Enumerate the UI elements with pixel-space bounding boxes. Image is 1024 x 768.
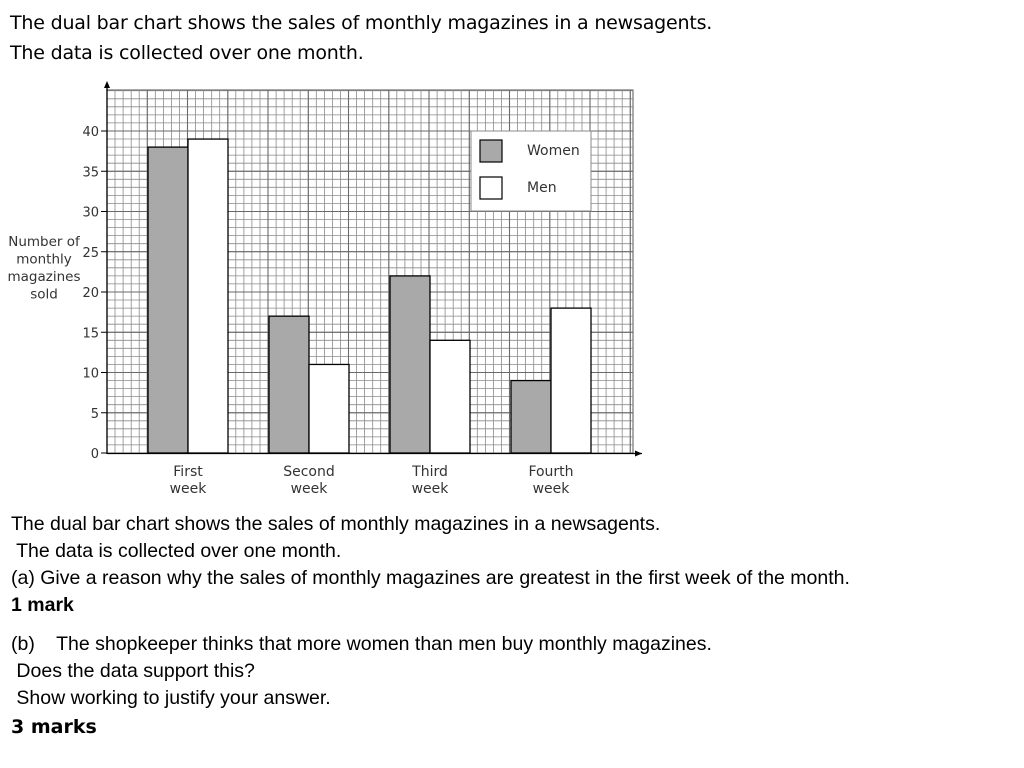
questions [11,511,850,742]
chart-legend [471,131,591,211]
x-category-label: First [173,464,203,480]
y-axis-label-line: Number of [8,234,80,250]
legend-swatch-women [480,140,502,162]
question-b-marks: 3 marks [11,716,97,738]
question-a-marks: 1 mark [11,594,74,616]
y-axis-label-line: monthly [16,251,72,268]
bar-women-2 [269,316,309,453]
bar-men-4 [551,308,591,453]
x-category-label: Second [283,464,335,480]
y-tick-label: 30 [82,205,99,221]
question-intro-2: The data is collected over one month. [11,540,342,562]
y-axis-label-line: sold [30,286,58,303]
question-b: (b) The shopkeeper thinks that more women than men buy monthly magazines. [11,633,712,655]
y-tick-label: 15 [82,326,99,342]
question-intro-1: The dual bar chart shows the sales of monthly magazines in a newsagents. [11,513,661,535]
question-b-line-2: Does the data support this? [11,660,255,682]
x-category-label: week [411,481,449,497]
legend-swatch-men [480,177,502,199]
bar-men-3 [430,340,470,453]
intro-line-1: The dual bar chart shows the sales of monthly magazines in a newsagents. [10,12,713,34]
y-tick-label: 25 [82,245,99,261]
bar-women-4 [511,381,551,453]
legend-label-men: Men [527,180,557,196]
x-category-label: week [532,481,570,497]
legend-label-women: Women [527,143,580,159]
y-tick-label: 5 [90,406,99,422]
y-tick-label: 35 [82,165,99,181]
bar-men-1 [188,139,228,453]
bar-men-2 [309,364,349,453]
question-a: (a) Give a reason why the sales of monthly magazines are greatest in the first week of the month. [11,567,850,589]
y-tick-label: 20 [82,286,99,301]
dual-bar-chart [0,75,680,505]
bar-women-1 [148,147,188,453]
x-category-label: Third [412,464,448,480]
y-tick-label: 0 [90,447,99,462]
y-axis-label-line: magazines [7,269,81,285]
y-axis-arrow [104,81,110,88]
intro-line-2: The data is collected over one month. [10,42,364,64]
y-tick-label: 10 [82,366,99,382]
question-b-line-3: Show working to justify your answer. [11,687,331,709]
x-category-label: week [169,481,207,497]
intro-text [10,8,712,68]
x-category-label: Fourth [528,464,574,480]
bar-women-3 [390,276,430,453]
y-tick-label: 40 [82,125,99,140]
x-axis-arrow [635,451,642,457]
x-category-label: week [290,481,328,497]
